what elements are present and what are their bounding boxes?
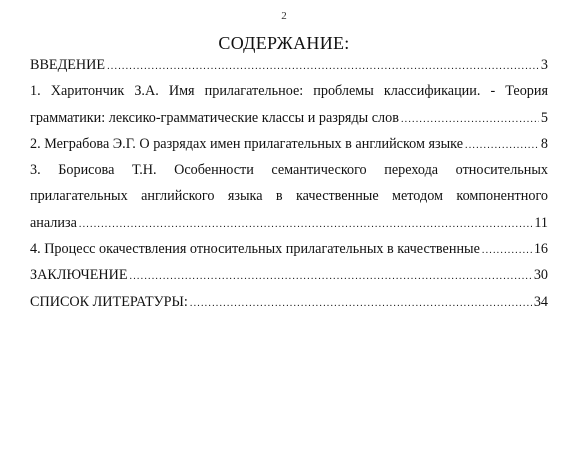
toc-entry-page: 3	[540, 57, 548, 73]
toc-entry-borisova[interactable]	[30, 157, 548, 236]
toc-title: СОДЕРЖАНИЕ:	[218, 33, 350, 53]
dot-leader	[482, 236, 532, 264]
toc-entry-label: 1. Харитончик З.А. Имя прилагательное: проблемы классификации. - Теория	[30, 83, 548, 100]
dot-leader	[401, 105, 539, 133]
toc-entry-page: 5	[540, 109, 548, 126]
toc-entry-line	[30, 262, 548, 288]
toc-entry-line	[30, 157, 548, 183]
toc-entry-page: 8	[540, 135, 548, 152]
toc-entry-label: СПИСОК ЛИТЕРАТУРЫ:	[30, 293, 188, 310]
toc-entry-line	[30, 183, 548, 209]
dot-leader	[107, 52, 539, 80]
page-number: 2	[281, 10, 287, 22]
toc-entry-megrabova[interactable]	[30, 131, 548, 157]
toc-entry-line	[30, 289, 548, 315]
toc-entry-kharitonchik[interactable]	[30, 78, 548, 131]
toc-entry-label: анализа	[30, 214, 77, 231]
toc-entry-page: 30	[533, 267, 548, 284]
toc-entry-bibliography[interactable]	[30, 289, 548, 315]
toc-entry-line	[30, 131, 548, 157]
dot-leader	[465, 131, 539, 159]
dot-leader	[79, 210, 532, 238]
toc-entry-label: ВВЕДЕНИЕ	[30, 57, 106, 73]
toc-entry-page: 11	[534, 214, 548, 231]
toc-entry-label: грамматики: лексико-грамматические классы и разряды слов	[30, 109, 399, 126]
toc-entry-label: 4. Процесс окачествления относительных прилагательных в качественные	[30, 241, 480, 258]
toc-entry-label: 3. Борисова Т.Н. Особенности семантического перехода относительных	[30, 162, 548, 179]
toc-entry-label: прилагательных английского языка в качественные методом компонентного	[30, 188, 548, 205]
toc-entry-line	[30, 105, 548, 131]
toc-entry-line	[30, 52, 548, 78]
toc-entry-line	[30, 78, 548, 104]
toc-entry-process[interactable]	[30, 236, 548, 262]
dot-leader	[130, 262, 532, 290]
toc-entry-line	[30, 210, 548, 236]
toc-entry-line	[30, 236, 548, 262]
toc-entry-page: 16	[533, 241, 548, 258]
dot-leader	[190, 289, 532, 317]
toc-entry-introduction[interactable]	[30, 52, 548, 78]
toc-entry-label: ЗАКЛЮЧЕНИЕ	[30, 267, 128, 284]
toc-entry-page: 34	[533, 293, 548, 310]
table-of-contents	[30, 52, 548, 315]
toc-entry-label: 2. Меграбова Э.Г. О разрядах имен прилагательных в английском языке	[30, 135, 463, 152]
toc-entry-conclusion[interactable]	[30, 262, 548, 288]
